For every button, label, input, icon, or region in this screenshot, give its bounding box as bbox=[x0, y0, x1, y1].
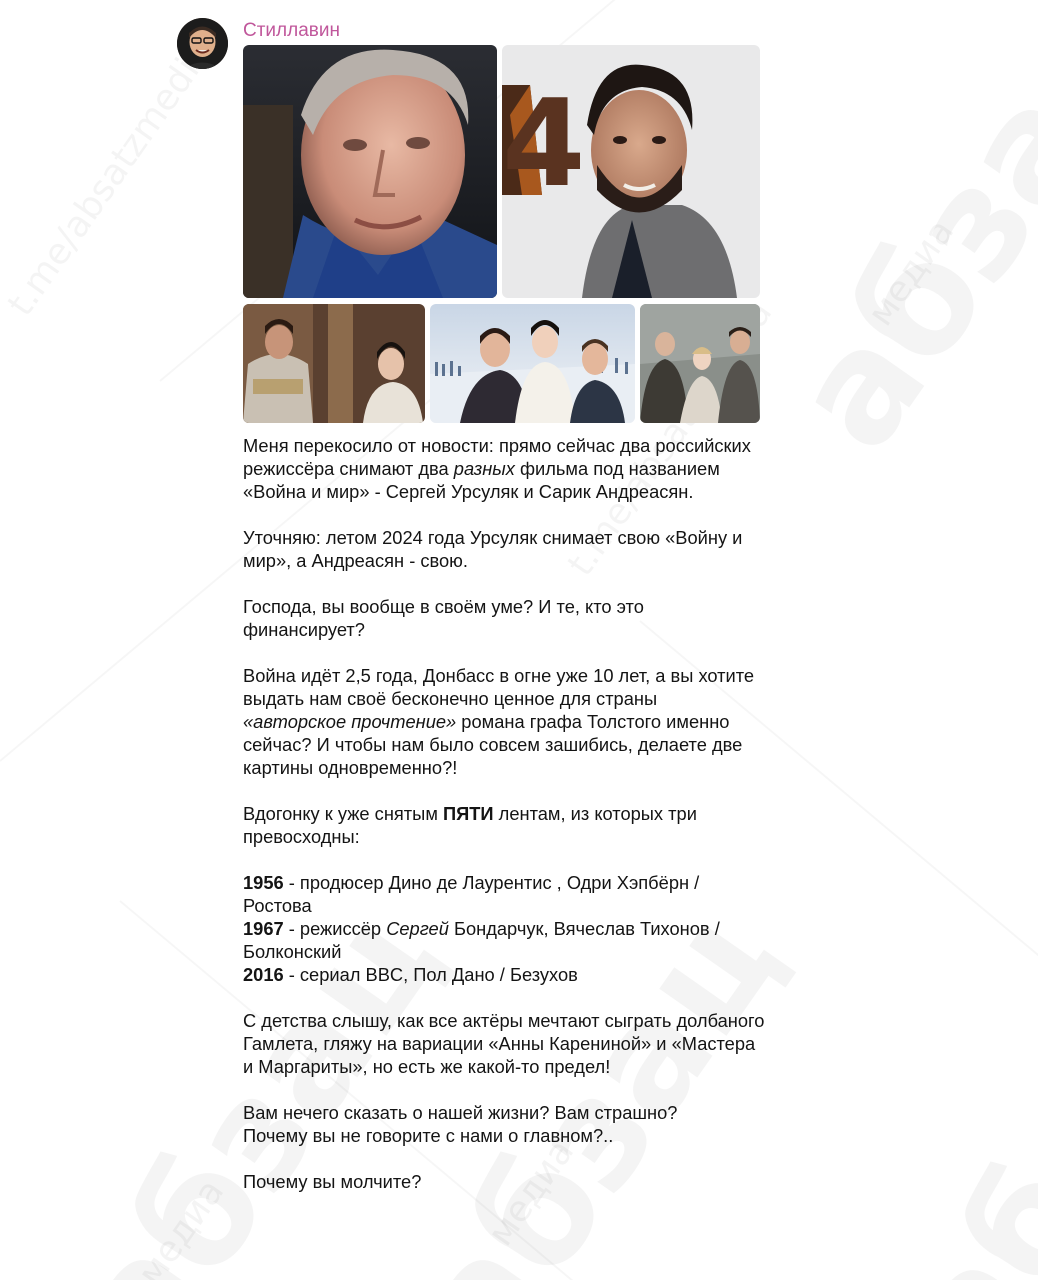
avatar-portrait-icon bbox=[177, 18, 228, 69]
paragraph-8: Почему вы молчите? bbox=[243, 1171, 422, 1192]
movie-still-icon bbox=[243, 304, 425, 423]
paragraph-5 bbox=[243, 802, 765, 848]
paragraph-7-line-1: Вам нечего сказать о нашей жизни? Вам страшно? bbox=[243, 1102, 678, 1123]
svg-text:4: 4 bbox=[502, 75, 586, 214]
paragraph-2: Уточняю: летом 2024 года Урсуляк снимает свою «Войну и мир», а Андреасян - свою. bbox=[243, 527, 743, 571]
film-item-1956 bbox=[243, 872, 699, 916]
paragraph-1 bbox=[243, 434, 765, 503]
film-list bbox=[243, 871, 765, 986]
film-year: 2016 bbox=[243, 964, 284, 985]
movie-still-icon bbox=[430, 304, 635, 423]
paragraph-1-text-b: фильма под названием «Война и мир» - Сергей Урсуляк и Сарик Андреасян. bbox=[243, 458, 720, 502]
post-body bbox=[243, 434, 765, 1193]
author-name[interactable]: Стиллавин bbox=[243, 20, 340, 41]
watermark-brand bbox=[870, 886, 1038, 1280]
photo-ursulyak[interactable] bbox=[243, 45, 497, 298]
portrait-photo-icon bbox=[502, 45, 760, 298]
watermark-handle bbox=[0, 33, 220, 323]
watermark-sub bbox=[860, 212, 962, 334]
film-item-1967 bbox=[243, 918, 720, 962]
paragraph-5-text-a: Вдогонку к уже снятым bbox=[243, 803, 443, 824]
film-details: - продюсер Дино де Лаурентис , Одри Хэпбёрн / Ростова bbox=[243, 872, 700, 916]
paragraph-1-text-a: Меня перекосило от новости: прямо сейчас два российских режиссёра снимают два bbox=[243, 435, 751, 479]
paragraph-4 bbox=[243, 664, 765, 779]
paragraph-3: Господа, вы вообще в своём уме? И те, кто это финансирует? bbox=[243, 596, 644, 640]
film-details: - режиссёр bbox=[283, 918, 387, 939]
still-1967[interactable] bbox=[243, 304, 425, 423]
author-avatar[interactable] bbox=[177, 18, 228, 69]
movie-still-icon bbox=[640, 304, 760, 423]
paragraph-4-text-a: Война идёт 2,5 года, Донбасс в огне уже 10 лет, а вы хотите выдать нам своё бесконечно ценное для страны bbox=[243, 665, 755, 709]
watermark-brand bbox=[760, 0, 1038, 480]
paragraph-1-emphasis: разных bbox=[453, 458, 515, 479]
film-year: 1956 bbox=[243, 872, 284, 893]
photo-andreasyan[interactable] bbox=[502, 45, 760, 298]
film-item-2016 bbox=[243, 964, 578, 985]
paragraph-7 bbox=[243, 1101, 765, 1147]
paragraph-4-text-b: романа графа Толстого именно сейчас? И чтобы нам было совсем зашибись, делаете две картины одновременно?! bbox=[243, 711, 743, 778]
film-year: 1967 bbox=[243, 918, 284, 939]
paragraph-5-text-b: лентам, из которых три превосходны: bbox=[243, 803, 697, 847]
film-details-rest: Бондарчук, Вячеслав Тихонов / Болконский bbox=[243, 918, 720, 962]
watermark-sub bbox=[130, 1172, 232, 1280]
still-2016[interactable] bbox=[640, 304, 760, 423]
film-details: - сериал BBC, Пол Дано / Безухов bbox=[283, 964, 578, 985]
paragraph-6: С детства слышу, как все актёры мечтают сыграть долбаного Гамлета, гляжу на вариации «Анны Карениной» и «Мастера и Маргариты», но есть же какой-то предел! bbox=[243, 1010, 765, 1077]
film-details-emphasis: Сергей bbox=[386, 918, 449, 939]
still-1956[interactable] bbox=[430, 304, 635, 423]
paragraph-7-line-2: Почему вы не говорите с нами о главном?.. bbox=[243, 1125, 614, 1146]
portrait-photo-icon bbox=[243, 45, 497, 298]
paragraph-5-strong: ПЯТИ bbox=[442, 803, 494, 824]
paragraph-4-emphasis: «авторское прочтение» bbox=[243, 711, 457, 732]
